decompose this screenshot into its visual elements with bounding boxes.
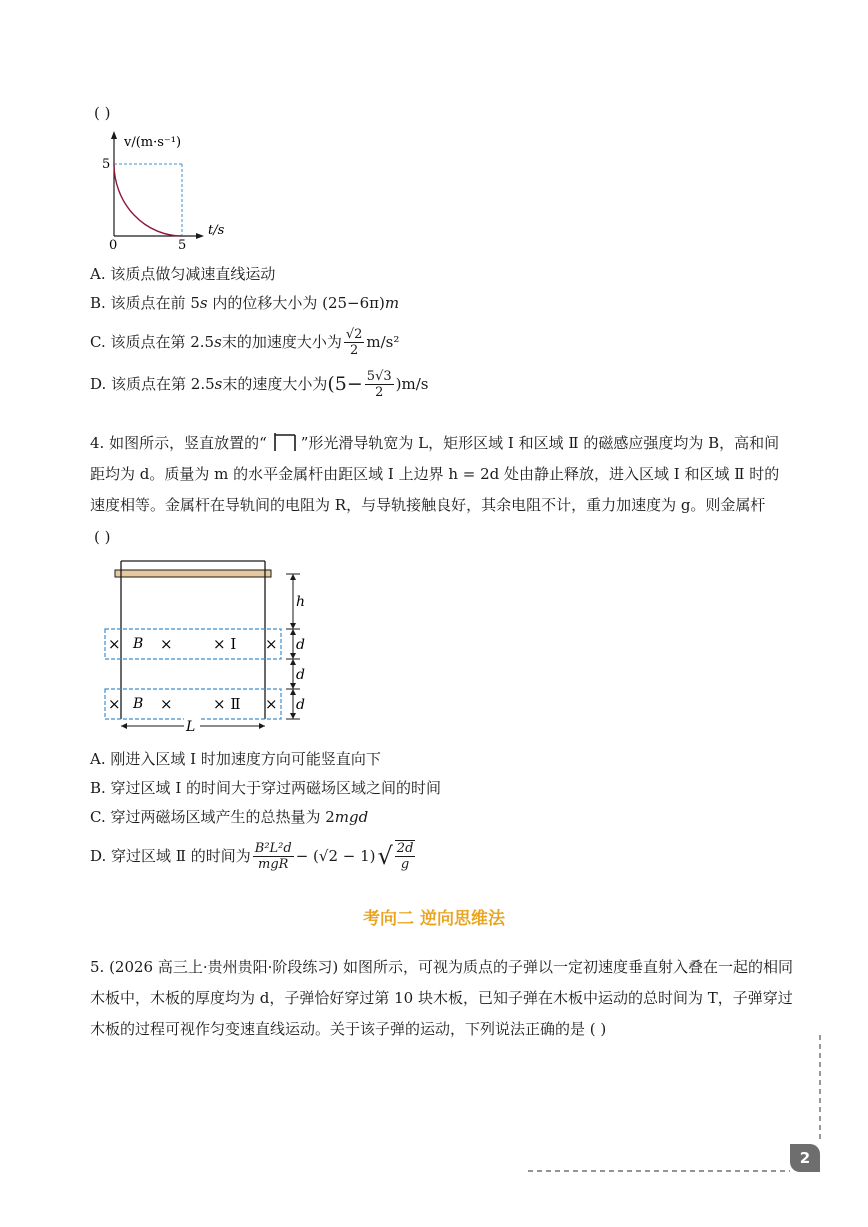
v-axis-arrow [111,131,117,139]
v-axis-label: v/(m·s⁻¹) [124,135,182,150]
origin-label: 0 [109,238,118,250]
velocity-time-graph [90,128,240,250]
q3-option-c: C. 该质点在第 2.5 s 末的加速度大小为 $\frac{√2}{2}$ m/s² [90,326,400,358]
fraction: $\frac{\text{B²L²d}}{\text{mgR}}$ [254,840,292,872]
velocity-curve [114,164,182,236]
field-x-mark: × [265,695,278,713]
q3-option-a: A. 该质点做匀减速直线运动 [90,265,276,283]
field-label-b: B [133,696,144,712]
rail-shape-icon [267,431,301,451]
q4-line-2: 距均为 d。质量为 m 的水平金属杆由距区域 Ⅰ 上边界 h = 2d 处由静止释放，进入区域 Ⅰ 和区域 Ⅱ 时的 [90,465,780,483]
field-x-mark: × [108,635,121,653]
field-x-mark: × [160,695,173,713]
q4-option-a: A. 刚进入区域 Ⅰ 时加速度方向可能竖直向下 [90,750,381,768]
q4-option-c: C. 穿过两磁场区域产生的总热量为 2mgd [90,808,369,826]
metal-bar [115,570,271,577]
field-x-mark-region-2: × Ⅱ [213,695,241,713]
sqrt-radical: √ [377,842,393,870]
t-tick-5: 5 [178,238,187,250]
section-heading: 考向二 逆向思维法 [363,909,505,929]
field-x-mark: × [265,635,278,653]
t-axis-label: t/s [208,223,225,238]
region-1-box [105,629,281,659]
field-x-mark-region-1: × Ⅰ [213,635,237,653]
q4-line-3: 速度相等。金属杆在导轨间的电阻为 R，与导轨接触良好，其余电阻不计，重力加速度为 g。则金属杆 [90,496,766,514]
q4-answer-paren: ( ) [94,528,111,546]
rail-magnetic-field-figure [100,555,315,735]
field-x-mark: × [160,635,173,653]
q4-option-d: D. 穿过区域 Ⅱ 的时间为 $\frac{\text{B²L²d}}{\text{mgR}}$ − (√2 − 1) √ $\frac{2d}{g}$ [90,840,414,872]
label-d: d [296,667,305,683]
label-d: d [296,637,305,653]
q5-line-1: 5. (2026 高三上·贵州贵阳·阶段练习) 如图所示，可视为质点的子弹以一定初速度垂直射入叠在一起的相同 [90,958,794,976]
label-l: L [186,719,196,735]
q4-option-b: B. 穿过区域 Ⅰ 的时间大于穿过两磁场区域之间的时间 [90,779,442,797]
q4-line-1: 4. 如图所示，竖直放置的“ ”形光滑导轨宽为 L，矩形区域 Ⅰ 和区域 Ⅱ 的磁感应强度均为 B，高和间 [90,428,779,458]
page-number: 2 [790,1144,820,1172]
q3-answer-paren: ( ) [94,104,111,122]
fraction: $\frac{√2}{2}$ [345,326,363,358]
sqrt-fraction: $\frac{2d}{g}$ [396,841,414,872]
q5-line-2: 木板中，木板的厚度均为 d，子弹恰好穿过第 10 块木板，已知子弹在木板中运动的总时间为 T，子弹穿过 [90,989,793,1007]
field-x-mark: × [108,695,121,713]
page-corner-decoration [520,1035,830,1175]
region-2-box [105,689,281,719]
v-tick-5: 5 [102,157,111,172]
label-d: d [296,697,305,713]
fraction: $\frac{5√3}{2}$ [366,368,392,400]
q3-option-d: D. 该质点在第 2.5 s 末的速度大小为 (5− $\frac{5√3}{2}$ )m/s [90,368,429,400]
q5-line-3: 木板的过程可视作匀变速直线运动。关于该子弹的运动，下列说法正确的是 ( ) [90,1020,607,1038]
t-axis-arrow [196,233,204,239]
q3-option-b: B. 该质点在前 5s 内的位移大小为 (25−6π)m [90,294,400,312]
field-label-b: B [133,636,144,652]
label-h: h [296,594,306,610]
